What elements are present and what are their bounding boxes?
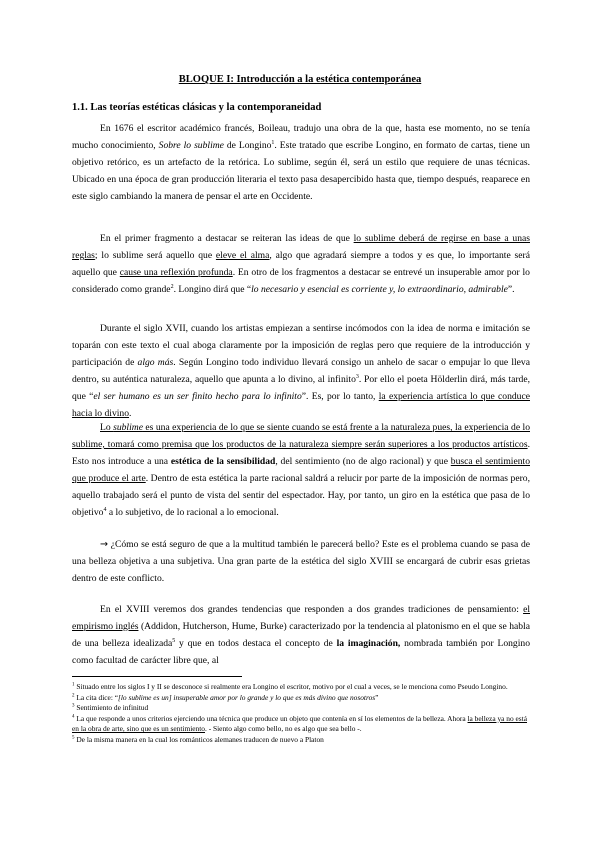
underlined-run: eleve el alma: [215, 249, 270, 261]
underlined-run: la experiencia artística lo que conduce hacia lo divino: [72, 390, 530, 419]
underlined-run: el empirismo inglés: [72, 604, 530, 632]
text-run: ”. Es, por lo tanto,: [301, 390, 379, 402]
paragraph-5: [72, 537, 530, 588]
footnote-ref: 3: [355, 373, 359, 380]
footnote-4: [72, 714, 530, 735]
text-run: ¿Cómo se está seguro de que a la multitud también le parecerá bello? Este es el problema cuando se pasa de una belleza objetiva a una subjetiva. Una gran parte de la estética del siglo XVIII se encargará de cubrir esas grietas dentro de este conflicto.: [72, 539, 530, 584]
footnote-number: 3: [72, 703, 75, 709]
text-run: En el XVIII veremos dos grandes tendencias que responden a dos grandes tradiciones de pensamiento:: [100, 604, 524, 615]
italic-run: [lo sublime es un] insuperable amor por lo grande y lo que es más divino que nosotros: [118, 692, 376, 702]
footnote-text: ”: [375, 692, 379, 702]
footnote-text: Sentimiento de infinitud: [74, 703, 149, 713]
italic-run: sublime: [113, 422, 143, 433]
footnote-2: [72, 693, 530, 704]
paragraph-4: [72, 420, 530, 521]
paragraph-3: [72, 321, 530, 422]
italic-run: Sobre lo sublime: [158, 139, 224, 151]
text-run: . Este tratado que escribe Longino, en formato de cartas, tiene un objetivo retórico, es un artefacto de la retórica. Lo sublime, según él, será un estilo que requiere de unas técnicas. Ubicado en una época de gran producción literaria el texto pasa desapercibido hasta que, tiempo después, reaparece en este siglo cambiando la manera de pensar el arte en Occidente.: [72, 139, 530, 202]
text-run: . Esto nos introduce a una: [72, 438, 530, 467]
paragraph-6: [72, 602, 530, 670]
footnote-number: 2: [72, 693, 75, 699]
text-run: y que en todos destaca el concepto de: [175, 637, 337, 649]
document-title: BLOQUE I: Introducción a la estética contemporánea: [178, 74, 422, 85]
text-run: . Según Longino todo individuo llevará consigo un anhelo de sacar o empujar lo que lleva dentro, su auténtica naturaleza, aquello que apunta a lo divino, al infinito: [72, 356, 530, 385]
bold-run: estética de la sensibilidad: [170, 455, 276, 467]
italic-run: lo necesario y esencial es corriente y, lo extraordinario, admirable: [251, 283, 508, 295]
bold-run: la imaginación,: [336, 637, 401, 649]
footnote-1: [72, 682, 530, 693]
footnote-divider: [72, 676, 242, 677]
italic-run: algo más: [137, 356, 174, 368]
footnote-text: . - Siento algo como bello, no es algo que sea bello -.: [205, 724, 362, 734]
text-run: . Dentro de esta estética la parte racional saldrá a relucir por parte de la imposición de normas pero, aquello trabajado será el punto de vista del sentir del espectador. Hay, por tanto, un giro en la estética que pasa de lo objetivo: [72, 472, 530, 518]
text-run: a lo subjetivo, de lo racional a lo emocional.: [106, 506, 279, 518]
footnote-text: Situado entre los siglos I y II se desconoce si realmente era Longino el escritor, motivo por el cual a veces, se le menciona como Pseudo Longino.: [74, 682, 508, 691]
footnote-number: 1: [72, 682, 75, 688]
footnotes: [72, 682, 530, 746]
footnote-ref: 2: [170, 283, 174, 290]
footnote-text: La que responde a unos criterios ejerciendo una técnica que produce un objeto que contenía en sí los elementos de la belleza. Ahora: [74, 713, 468, 723]
text-run: nombrada también por Longino como facultad de carácter libre que, al: [72, 637, 530, 666]
text-run: . Por ello el poeta Hölderlin dirá, más tarde, que “: [72, 373, 530, 402]
footnote-ref: 5: [172, 637, 176, 644]
text-run: En el primer fragmento a destacar se reiteran las ideas de que: [100, 233, 354, 244]
text-run: ”.: [507, 283, 515, 295]
text-run: Lo: [100, 422, 114, 433]
footnote-text: La cita dice: “: [74, 692, 118, 702]
text-run: . Longino dirá que “: [173, 283, 252, 295]
text-run: Durante el siglo XVII, cuando los artistas empiezan a sentirse incómodos con la idea de norma e imitación se toparán con este texto el cual aboga claramente por la imposición de reglas pero que requiere de la introducción y participación de: [72, 323, 530, 368]
text-run: de Longino: [223, 139, 272, 151]
underlined-run: busca el sentimiento que produce el arte: [72, 455, 530, 484]
underlined-run: la belleza ya no está en la obra de arte, sino que es un sentimiento: [72, 713, 528, 734]
footnote-text: De la misma manera en la cual los románticos alemanes traducen de nuevo a Platon: [74, 734, 324, 744]
text-run: es una experiencia de lo que se siente cuando se está frente a la naturaleza pues, la experiencia de lo sublime, tomará como premisa que los productos de la naturaleza siempre serán superiores a los productos artísticos: [72, 422, 530, 450]
section-heading: 1.1. Las teorías estéticas clásicas y la contemporaneidad: [72, 102, 322, 113]
text-run: En 1676 el escritor académico francés, Boileau, tradujo una obra de la que, hasta ese momento, no se tenía mucho conocimiento,: [72, 123, 530, 151]
text-run: . En otro de los fragmentos a destacar se entrevé un insuperable amor por lo considerado como grande: [72, 266, 530, 295]
footnote-ref: 1: [271, 139, 275, 146]
text-run: , del sentimiento (no de algo racional) y que: [275, 455, 451, 467]
arrow-icon: →: [100, 539, 109, 550]
footnote-number: 5: [72, 735, 75, 741]
footnote-number: 4: [72, 714, 75, 720]
footnote-5: [72, 735, 530, 746]
underlined-run: [72, 422, 530, 450]
italic-run: el ser humano es un ser finito hecho para lo infinito: [93, 390, 302, 402]
text-run: , algo que agradará siempre a todos y es que, lo importante será aquello que: [72, 249, 530, 278]
paragraph-2: [72, 231, 530, 299]
footnote-3: [72, 703, 530, 714]
text-run: .: [129, 407, 132, 419]
underlined-run: lo sublime deberá de regirse en base a unas reglas: [72, 233, 530, 261]
text-run: ; lo sublime será aquello que: [94, 249, 216, 261]
footnote-ref: 4: [103, 506, 107, 513]
paragraph-1: [72, 121, 530, 206]
text-run: (Addidon, Hutcherson, Hume, Burke) caracterizado por la tendencia al platonismo en el que se habla de una belleza idealizada: [72, 620, 530, 649]
underlined-run: cause una reflexión profunda: [119, 266, 233, 278]
